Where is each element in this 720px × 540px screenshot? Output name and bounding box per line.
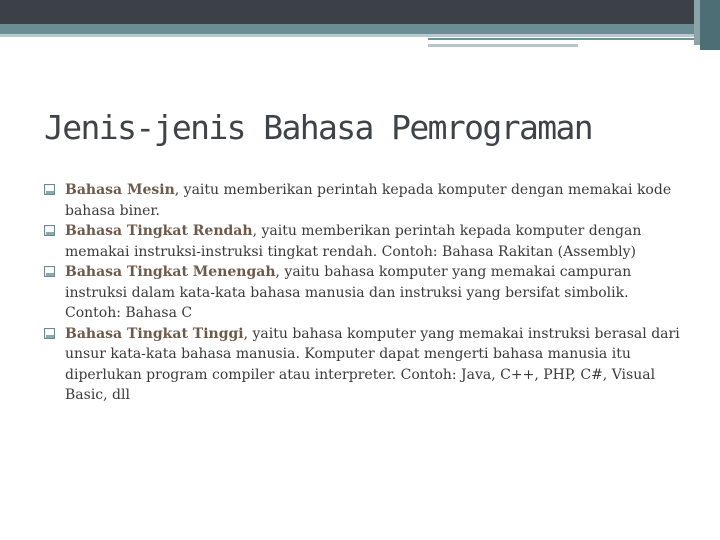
corner-block-light xyxy=(694,0,700,45)
top-bar-accent xyxy=(0,24,720,34)
bullet-item-mesin xyxy=(44,180,684,221)
bullet-text: , yaitu memberikan perintah kepada komputer dengan memakai instruksi-instruksi tingkat rendah. Contoh: Bahasa Rakitan (Assembly) xyxy=(65,223,642,260)
bullet-text: , yaitu bahasa komputer yang memakai campuran instruksi dalam kata-kata bahasa manusia dan instruksi yang bersifat simbolik. Contoh: Bahasa C xyxy=(65,264,632,321)
accent-line-2 xyxy=(428,44,578,47)
accent-line-1 xyxy=(428,38,694,40)
top-bar-dark xyxy=(0,0,720,24)
bullet-term: Bahasa Tingkat Tinggi xyxy=(65,325,244,342)
bullet-item-rendah xyxy=(44,221,684,262)
corner-block xyxy=(700,0,720,50)
checkbox-square-icon xyxy=(44,184,55,195)
checkbox-square-icon xyxy=(44,266,55,277)
bullet-text: , yaitu bahasa komputer yang memakai instruksi berasal dari unsur kata-kata bahasa manusia. Komputer dapat mengerti bahasa manusia itu diperlukan program compiler atau interpreter. Contoh: Java, C++, PHP, C#, Visual Basic, dll xyxy=(65,325,680,403)
bullet-text: , yaitu memberikan perintah kepada komputer dengan memakai kode bahasa biner. xyxy=(65,182,672,219)
bullet-term: Bahasa Tingkat Menengah xyxy=(65,264,276,280)
bullet-item-menengah xyxy=(44,262,684,324)
bullet-list xyxy=(44,180,684,406)
checkbox-square-icon xyxy=(44,225,55,236)
bullet-item-tinggi xyxy=(44,324,684,406)
top-bar-accent-light xyxy=(0,34,720,37)
checkbox-square-icon xyxy=(44,328,55,339)
slide-title: Jenis-jenis Bahasa Pemrograman xyxy=(44,108,593,147)
bullet-term: Bahasa Tingkat Rendah xyxy=(65,223,253,239)
bullet-term: Bahasa Mesin xyxy=(65,182,175,198)
